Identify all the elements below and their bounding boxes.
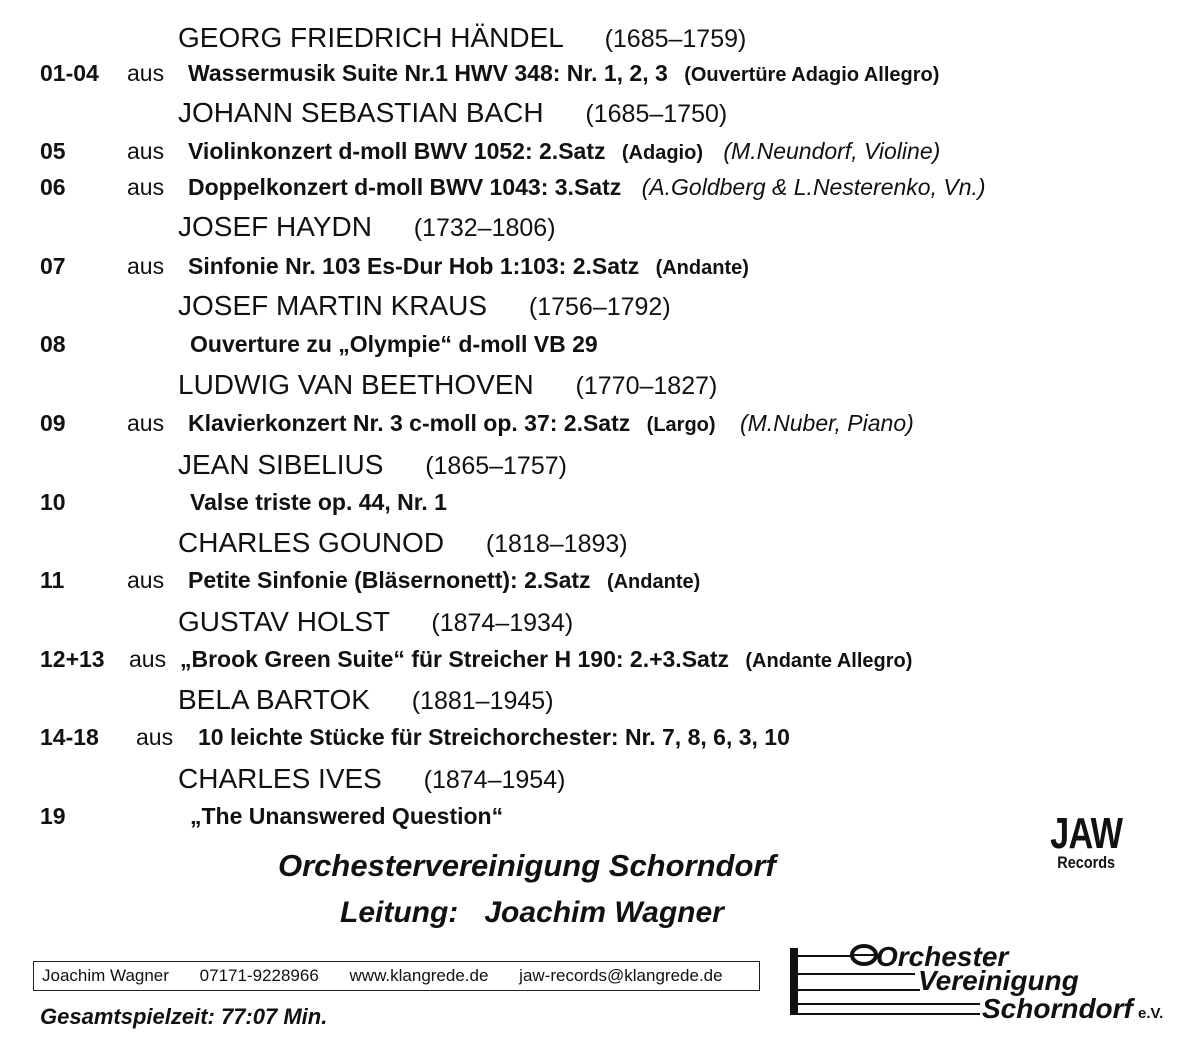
contact-email: jaw-records@klangrede.de bbox=[519, 966, 723, 985]
composer-dates: (1732–1806) bbox=[413, 214, 556, 242]
composer-dates: (1685–1750) bbox=[585, 100, 728, 128]
track-title: Petite Sinfonie (Bläsernonett): 2.Satz bbox=[188, 567, 591, 593]
track-detail: (Andante Allegro) bbox=[745, 650, 913, 672]
track-desc bbox=[188, 60, 939, 87]
composer-bach bbox=[178, 97, 727, 129]
track-title: „The Unanswered Question“ bbox=[190, 803, 504, 829]
track-aus: aus bbox=[129, 646, 167, 672]
track-number: 07 bbox=[40, 253, 66, 279]
track-number: 11 bbox=[40, 567, 65, 593]
track-detail: (Andante) bbox=[606, 571, 701, 593]
conductor-name: Joachim Wagner bbox=[484, 896, 724, 929]
track-aus: aus bbox=[127, 60, 165, 86]
composer-kraus bbox=[178, 290, 671, 322]
composer-name: JOHANN SEBASTIAN BACH bbox=[178, 97, 544, 128]
track-aus: aus bbox=[127, 253, 165, 279]
composer-dates: (1874–1954) bbox=[423, 766, 566, 794]
composer-handel bbox=[178, 22, 746, 54]
track-number: 08 bbox=[40, 331, 66, 357]
track-aus: aus bbox=[127, 138, 165, 164]
jaw-logo-text: JAW bbox=[1050, 809, 1123, 858]
composer-name: JOSEF HAYDN bbox=[178, 211, 372, 242]
composer-holst bbox=[178, 606, 573, 638]
track-performer: (M.Nuber, Piano) bbox=[739, 410, 914, 436]
track-detail: (Ouvertüre Adagio Allegro) bbox=[684, 64, 940, 86]
conductor-label: Leitung: bbox=[340, 896, 459, 929]
logo-text-schorndorf: Schorndorf bbox=[982, 993, 1133, 1024]
composer-gounod bbox=[178, 527, 628, 559]
composer-name: CHARLES GOUNOD bbox=[178, 527, 445, 558]
conductor-line bbox=[340, 896, 724, 930]
composer-dates: (1770–1827) bbox=[575, 372, 718, 400]
logo-text-ev: e.V. bbox=[1138, 1005, 1164, 1022]
contact-box bbox=[33, 961, 760, 991]
track-number: 10 bbox=[40, 489, 66, 515]
composer-bartok bbox=[178, 684, 554, 716]
track-detail: (Largo) bbox=[646, 414, 716, 436]
composer-dates: (1818–1893) bbox=[485, 530, 628, 558]
logo-text-vereinigung: Vereinigung bbox=[918, 965, 1079, 996]
composer-name: LUDWIG VAN BEETHOVEN bbox=[178, 369, 534, 400]
total-runtime: Gesamtspielzeit: 77:07 Min. bbox=[40, 1004, 328, 1029]
track-desc bbox=[190, 331, 598, 358]
track-aus: aus bbox=[127, 410, 165, 436]
track-performer: (A.Goldberg & L.Nesterenko, Vn.) bbox=[641, 174, 986, 200]
track-title: Valse triste op. 44, Nr. 1 bbox=[190, 489, 447, 515]
composer-name: JOSEF MARTIN KRAUS bbox=[178, 290, 488, 321]
track-desc bbox=[188, 410, 914, 437]
orchestra-name: Orchestervereinigung Schorndorf bbox=[278, 848, 776, 883]
track-desc bbox=[190, 489, 447, 516]
composer-haydn bbox=[178, 211, 556, 243]
track-detail: (Andante) bbox=[655, 257, 749, 279]
composer-name: GUSTAV HOLST bbox=[178, 606, 390, 637]
track-number: 05 bbox=[40, 138, 66, 164]
track-desc bbox=[190, 803, 503, 830]
track-desc bbox=[188, 253, 749, 280]
track-desc bbox=[198, 724, 790, 751]
contact-name: Joachim Wagner bbox=[42, 966, 169, 985]
track-title: Wassermusik Suite Nr.1 HWV 348: Nr. 1, 2, 3 bbox=[188, 60, 668, 86]
composer-name: CHARLES IVES bbox=[178, 763, 382, 794]
track-title: Sinfonie Nr. 103 Es-Dur Hob 1:103: 2.Satz bbox=[188, 253, 640, 279]
track-title: „Brook Green Suite“ für Streicher H 190: 2.+3.Satz bbox=[180, 646, 729, 672]
track-title: Klavierkonzert Nr. 3 c-moll op. 37: 2.Satz bbox=[188, 410, 631, 436]
track-aus: aus bbox=[127, 567, 165, 593]
track-number: 06 bbox=[40, 174, 66, 200]
jaw-records-logo bbox=[1040, 809, 1132, 872]
track-number: 19 bbox=[40, 803, 66, 829]
jaw-logo-subtext: Records bbox=[1057, 853, 1116, 872]
track-aus: aus bbox=[127, 174, 165, 200]
composer-dates: (1874–1934) bbox=[431, 609, 574, 637]
track-desc bbox=[188, 174, 986, 201]
track-title: Violinkonzert d-moll BWV 1052: 2.Satz bbox=[188, 138, 606, 164]
composer-beethoven bbox=[178, 369, 717, 401]
composer-name: BELA BARTOK bbox=[178, 684, 370, 715]
composer-name: GEORG FRIEDRICH HÄNDEL bbox=[178, 22, 563, 53]
track-number: 01-04 bbox=[40, 60, 99, 86]
composer-ives bbox=[178, 763, 565, 795]
track-aus: aus bbox=[136, 724, 174, 750]
composer-dates: (1865–1757) bbox=[425, 452, 567, 480]
track-title: Ouverture zu „Olympie“ d-moll VB 29 bbox=[190, 331, 598, 357]
track-desc bbox=[188, 138, 940, 165]
contact-phone: 07171-9228966 bbox=[199, 966, 319, 985]
composer-dates: (1685–1759) bbox=[604, 25, 747, 53]
composer-sibelius bbox=[178, 449, 567, 481]
orchestervereinigung-logo bbox=[790, 938, 1180, 1028]
track-desc bbox=[188, 567, 700, 594]
composer-name: JEAN SIBELIUS bbox=[178, 449, 384, 480]
track-title: 10 leichte Stücke für Streichorchester: Nr. 7, 8, 6, 3, 10 bbox=[198, 724, 790, 750]
track-desc bbox=[180, 646, 912, 673]
track-title: Doppelkonzert d-moll BWV 1043: 3.Satz bbox=[188, 174, 622, 200]
logo-text-orchester: Orchester bbox=[876, 941, 1009, 972]
track-number: 09 bbox=[40, 410, 66, 436]
track-number: 12+13 bbox=[40, 646, 105, 672]
contact-web: www.klangrede.de bbox=[349, 966, 489, 985]
composer-dates: (1756–1792) bbox=[528, 293, 671, 321]
track-performer: (M.Neundorf, Violine) bbox=[723, 138, 941, 164]
track-detail: (Adagio) bbox=[621, 142, 703, 164]
composer-dates: (1881–1945) bbox=[411, 687, 554, 715]
track-number: 14-18 bbox=[40, 724, 99, 750]
